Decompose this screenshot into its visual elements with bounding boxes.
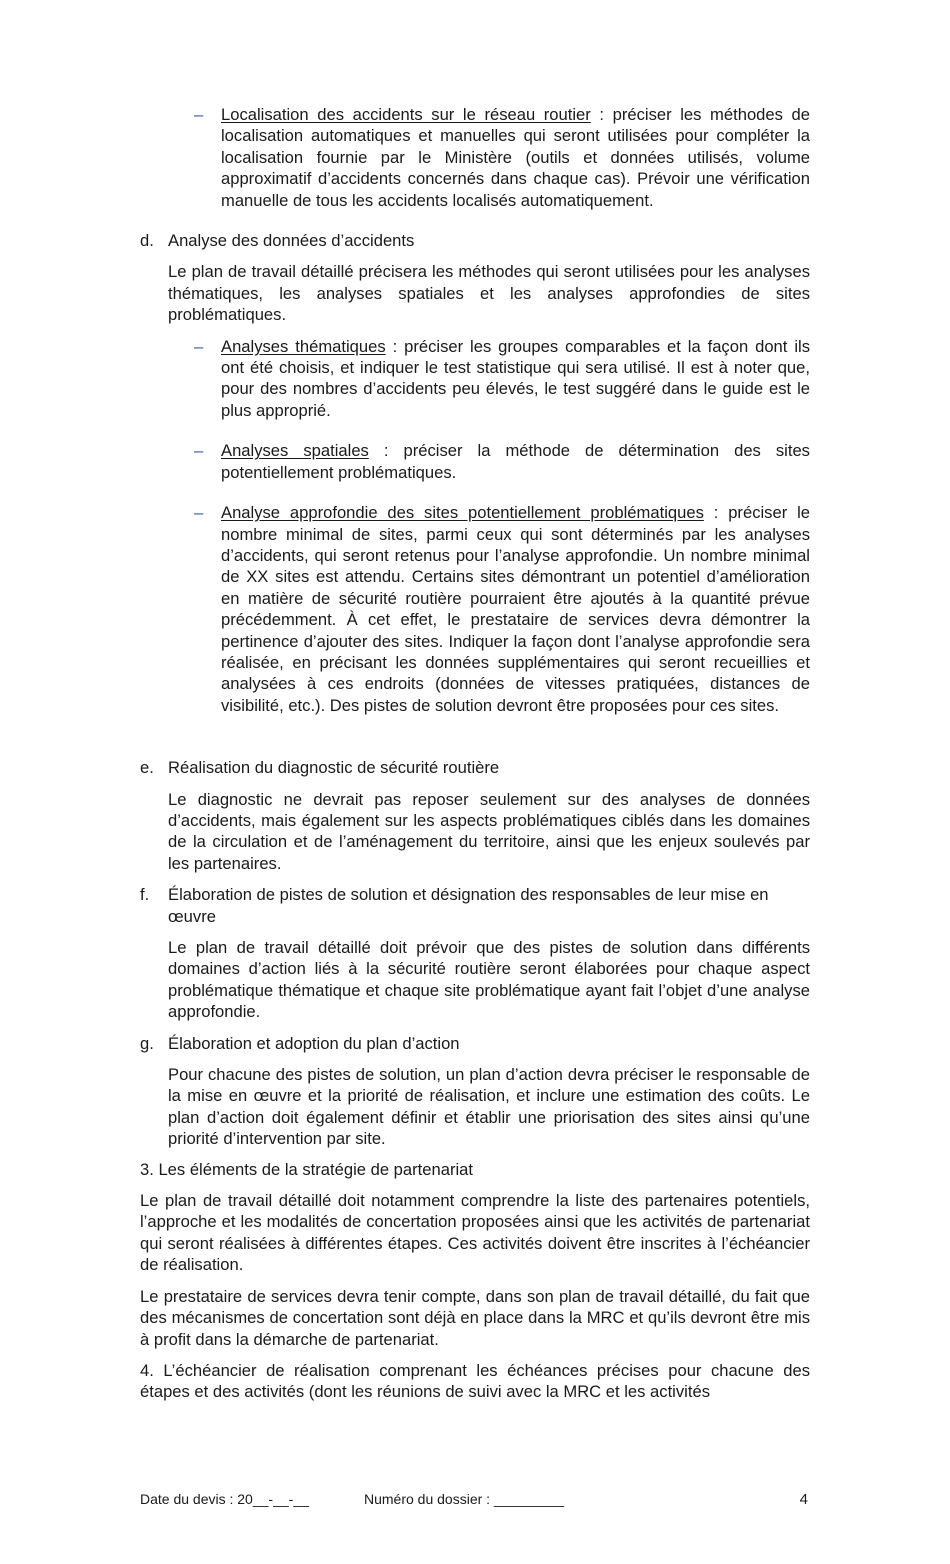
bullet-analyse-approfondie — [194, 502, 810, 716]
section-e-heading — [140, 757, 810, 778]
section-heading: Réalisation du diagnostic de sécurité routière — [168, 758, 500, 778]
page-number: 4 — [799, 1491, 808, 1508]
bullet-text: : préciser les méthodes de localisation automatiques et manuelles qui seront utilisées pour compléter la localisation fournie par le Ministère (outils et données utilisés, volume approximatif d’accidents concernés dans chaque cas). Prévoir une vérification manuelle de tous les accidents localisés automatiquement. — [221, 105, 810, 210]
document-page — [140, 104, 810, 1403]
section-3-para1: Le plan de travail détaillé doit notamment comprendre la liste des partenaires potentiels, l’approche et les modalités de concertation proposées ainsi que les activités de partenariat qui seront réalisées à différentes étapes. Ces activités doivent être inscrites à l’échéancier de réalisation. — [140, 1191, 810, 1275]
section-f-heading — [140, 884, 810, 927]
footer-date: Date du devis : 20__-__-__ — [140, 1491, 309, 1507]
section-3-para2: Le prestataire de services devra tenir compte, dans son plan de travail détaillé, du fait que des mécanismes de concertation sont déjà en place dans la MRC et qu’ils devront être mis à profit dans la démarche de partenariat. — [140, 1286, 810, 1349]
section-3-heading: 3. Les éléments de la stratégie de partenariat — [140, 1159, 474, 1179]
section-4-text: 4. L’échéancier de réalisation comprenant les échéances précises pour chacune des étapes et des activités (dont les réunions de suivi avec la MRC et les activités — [140, 1360, 810, 1402]
section-g-body: Pour chacune des pistes de solution, un plan d’action devra préciser le responsable de la mise en œuvre et la priorité de réalisation, et inclure une estimation des coûts. Le plan d’action doit également définir et établir une priorisation des sites ainsi qu’une priorité d’intervention par site. — [168, 1065, 810, 1149]
bullet-title: Analyse approfondie des sites potentiellement problématiques — [221, 503, 704, 523]
bullet-analyses-thematiques — [194, 336, 810, 422]
section-label: d. — [140, 231, 154, 251]
bullet-text: : préciser la méthode de détermination des sites potentiellement problématiques. — [221, 441, 810, 482]
bullet-text: : préciser les groupes comparables et la façon dont ils ont été choisis, et indiquer le test statistique qui sera utilisé. Il est à noter que, pour des nombres d’accidents peu élevés, le test suggéré dans le guide est le plus approprié. — [221, 336, 810, 420]
bullet-text: : préciser le nombre minimal de sites, parmi ceux qui sont déterminés par les analyses d’accidents, qui seront retenus pour l’analyse approfondie. Un nombre minimal de XX sites est attendu. Certains sites démontrant un potentiel d’amélioration en matière de sécurité routière pourraient être ajoutés à la quantité prévue précédemment. À cet effet, le prestataire de services devra démontrer la pertinence d’ajouter des sites. Indiquer la façon dont l’analyse approfondie sera réalisée, en précisant les données supplémentaires qui seront recueillies et analysées à ces endroits (données de vitesses pratiquées, distances de visibilité, etc.). Des pistes de solution devront être proposées pour ces sites. — [221, 503, 810, 715]
bullet-title: Localisation des accidents sur le réseau routier — [221, 105, 591, 124]
section-heading: Analyse des données d’accidents — [168, 231, 415, 251]
bullet-title: Analyses thématiques — [221, 336, 386, 356]
section-heading: Élaboration et adoption du plan d’action — [168, 1033, 460, 1053]
bullet-localisation — [194, 104, 810, 211]
dash-bullet: – — [194, 441, 204, 461]
section-heading: Élaboration de pistes de solution et désignation des responsables de leur mise en œuvre — [168, 885, 769, 926]
section-d-intro: Le plan de travail détaillé précisera les méthodes qui seront utilisées pour les analyses thématiques, les analyses spatiales et les analyses approfondies de sites problématiques. — [168, 262, 810, 325]
footer-dossier: Numéro du dossier : _________ — [364, 1491, 565, 1507]
dash-bullet: – — [194, 105, 204, 124]
page-footer — [140, 1491, 810, 1511]
section-label: g. — [140, 1033, 154, 1053]
dash-bullet: – — [194, 336, 204, 356]
section-e-body: Le diagnostic ne devrait pas reposer seulement sur des analyses de données d’accidents, mais également sur les aspects problématiques ciblés dans les domaines de la circulation et de l’aménagement du territoire, ainsi que les enjeux soulevés par les partenaires. — [168, 789, 810, 873]
section-f-body: Le plan de travail détaillé doit prévoir que des pistes de solution dans différents domaines d’action liés à la sécurité routière seront élaborées pour chaque aspect problématique thématique et chaque site problématique ayant fait l’objet d’une analyse approfondie. — [168, 938, 810, 1022]
dash-bullet: – — [194, 503, 204, 523]
bullet-analyses-spatiales — [194, 440, 810, 483]
section-label: e. — [140, 758, 154, 778]
bullet-title: Analyses spatiales — [221, 441, 369, 461]
section-g-heading — [140, 1033, 810, 1054]
section-d-heading — [140, 230, 810, 251]
section-label: f. — [140, 885, 150, 905]
